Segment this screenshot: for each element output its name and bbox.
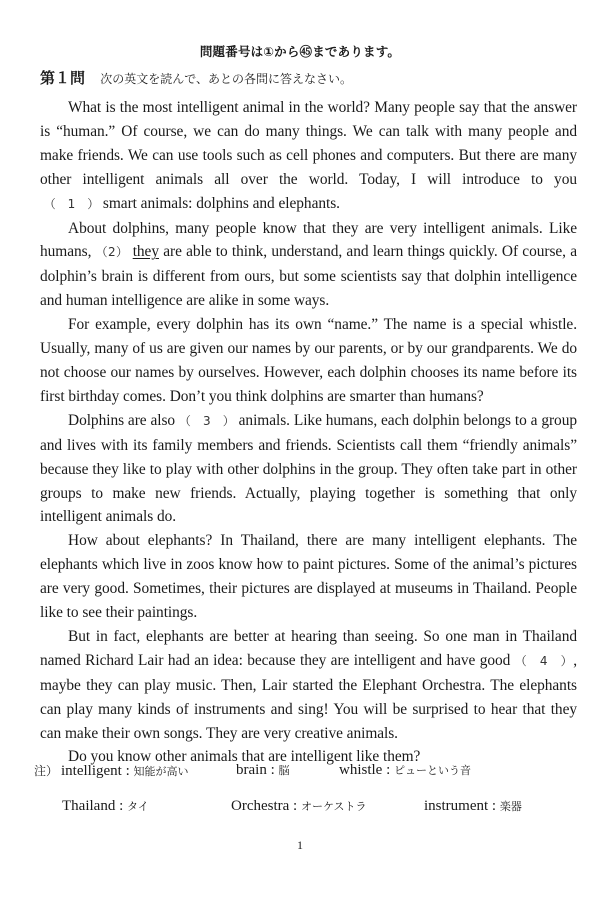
note-orchestra: Orchestra : オーケストラ [231,798,367,814]
notes-label: 注） [34,764,59,778]
question-count-notice: 問題番号は①から㊺まであります。 [199,44,401,59]
underlined-word-they: they [132,243,159,261]
notes-row-1 [34,762,574,798]
note-intelligent: 注） intelligent : 知能が高い [34,763,189,779]
notes-row-2 [34,798,574,834]
paragraph-1: What is the most intelligent animal in the world? Many people say that the answer is “human.” Of course, we can do many things. We can talk with many people and make friends. We can use tools such as cell phones and computers. But there are many other intelligent animals all over the world. Today, I will introduce to you （ 1 ） smart animals: dolphins and elephants. [40,99,577,212]
vocabulary-notes [34,762,574,834]
paragraph-6: But in fact, elephants are better at hearing than seeing. So one man in Thailand named Richard Lair had an idea: because they are intelligent and have good （ 4 ）, maybe they can play music. Then, Lair started the Elephant Orchestra. The elephants can play many kinds of instruments and sing! You will be surprised to hear that they can make their own songs. They are very creative animals. [40,627,577,742]
note-whistle: whistle : ピューという音 [339,762,471,778]
blank-1: （ 1 ） [40,196,103,211]
note-brain: brain : 脳 [236,762,290,778]
page-number: 1 [297,838,303,852]
blank-4: （ 4 ） [510,653,574,668]
note-instrument: instrument : 楽器 [424,798,522,814]
reading-passage [40,96,577,769]
question-header [40,67,352,88]
paragraph-7: Do you know other animals that are intelligent like them? [68,748,421,766]
paragraph-2: About dolphins, many people know that they are very intelligent animals. Like humans, （2） they are able to think, understand, and learn things quickly. Of course, a dolphin’s brain is different from ours, but some scientists say that dolphin intelligence and human intelligence are alike in some ways. [40,219,577,310]
question-marker-2: （2） [91,245,129,260]
note-thailand: Thailand : タイ [62,798,149,814]
question-number: 第１問 [40,69,86,87]
paragraph-3: For example, every dolphin has its own “name.” The name is a special whistle. Usually, many of us are given our names by our parents, or by our grandparents. We do not choose our names by ourselves. However, each dolphin chooses its name before its first birthday comes. Don’t you think dolphins are smarter than humans? [40,316,577,405]
paragraph-5: How about elephants? In Thailand, there are many intelligent elephants. The elephants which live in zoos know how to paint pictures. Some of the animal’s pictures are very good. Sometimes, their pictures are displayed at museums in Thailand. People like to see their paintings. [40,532,577,622]
question-instruction: 次の英文を読んで、あとの各問に答えなさい。 [100,72,353,86]
blank-3: （ 3 ） [175,413,239,428]
paragraph-4: Dolphins are also （ 3 ） animals. Like humans, each dolphin belongs to a group and lives with its family members and friends. Scientists call them “friendly animals” because they like to play with other dolphins in the group. They often take part in other groups to make new friends. Actually, playing together is something that only intelligent animals do. [40,411,577,526]
